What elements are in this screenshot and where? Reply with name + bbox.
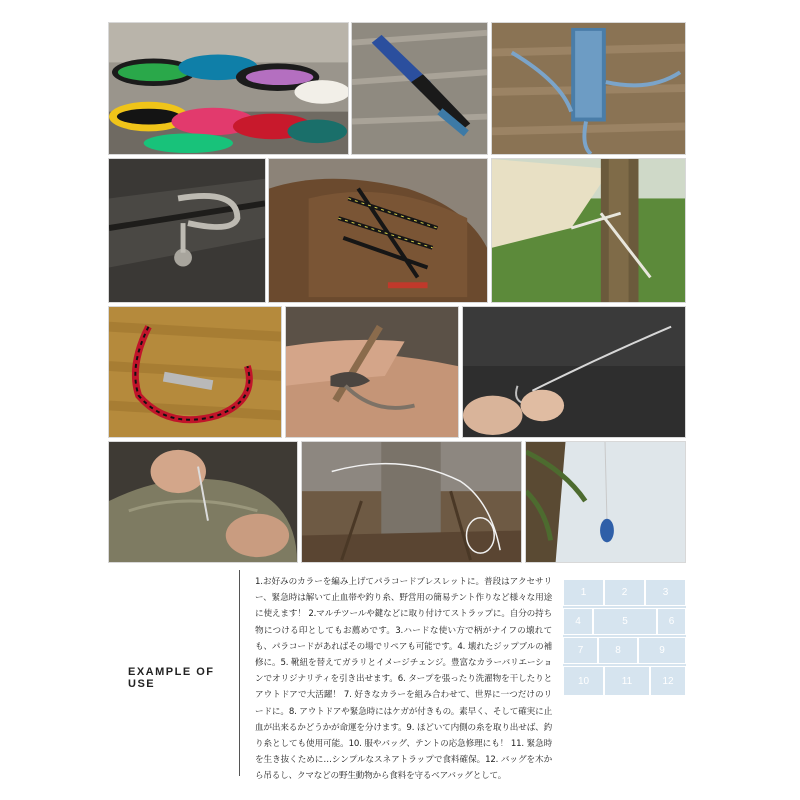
- braided-leash-photo: [108, 306, 282, 438]
- number-cell-2: 2: [604, 579, 645, 606]
- photo-number-grid: [563, 579, 686, 696]
- fishing-line-photo: [462, 306, 686, 438]
- snare-trap-photo: [301, 441, 522, 563]
- number-cell-4: 4: [563, 608, 593, 635]
- number-grid-row: [563, 579, 686, 608]
- bear-bag-photo: [525, 441, 686, 563]
- tarp-tie-photo: [491, 158, 686, 303]
- number-cell-10: 10: [563, 666, 604, 696]
- number-cell-9: 9: [638, 637, 686, 664]
- knife-handle-wrap-photo: [351, 22, 488, 155]
- tourniquet-photo: [285, 306, 459, 438]
- number-cell-3: 3: [645, 579, 686, 606]
- number-cell-12: 12: [650, 666, 686, 696]
- number-cell-5: 5: [593, 608, 657, 635]
- zipper-pull-repair-photo: [108, 158, 266, 303]
- paracord-bracelets-photo: [108, 22, 349, 155]
- section-divider: [239, 570, 240, 776]
- number-grid-row: [563, 608, 686, 637]
- number-cell-7: 7: [563, 637, 598, 664]
- number-grid-row: [563, 637, 686, 666]
- boot-laces-photo: [268, 158, 488, 303]
- usage-description-paragraph: 1.お好みのカラーを編み上げてパラコードブレスレットに。普段はアクセサリー、緊急時は解いて止血帯や釣り糸、野営用の簡易テント作りなど様々な用途に使えます！ 2.マルチツールや鍵などに取り付けてストラップに。自分の持ち物につける印としてもお薦めです。3.ハードな使い方で柄がナイフの壊れても、パラコードがあればその場でリペアも可能です。4. 壊れたジップブルの補修に。5. 靴紐を替えてガラリとイメージチェンジ。豊富なカラーバリエーションでオリジナリティを引き出せます。6. タープを張ったり洗濯物を干したりとアウトドアで大活躍！ 7. 好きなカラーを組み合わせて、世界に一つだけのリードに。8. アウトドアや緊急時にはケガが付きもの。素早く、そして確実に止血が出来るかどうかが命運を分けます。9. ほどいて内側の糸を取り出せば、釣り糸としても使用可能。10. 服やバッグ、テントの応急修理にも！ 11. 緊急時を生き抜くために…シンプルなスネアトラップで食料確保。12. バッグを木から吊るし、クマなどの野生動物から食料を守るベアバッグとして。: [255, 577, 552, 782]
- number-cell-6: 6: [657, 608, 686, 635]
- example-of-use-heading: EXAMPLE OF USE: [128, 666, 215, 690]
- number-cell-1: 1: [563, 579, 604, 606]
- example-heading-block: [108, 570, 240, 776]
- number-cell-11: 11: [604, 666, 650, 696]
- sewing-repair-photo: [108, 441, 298, 563]
- number-grid-row: [563, 666, 686, 695]
- multitool-strap-photo: [491, 22, 686, 155]
- number-cell-8: 8: [598, 637, 638, 664]
